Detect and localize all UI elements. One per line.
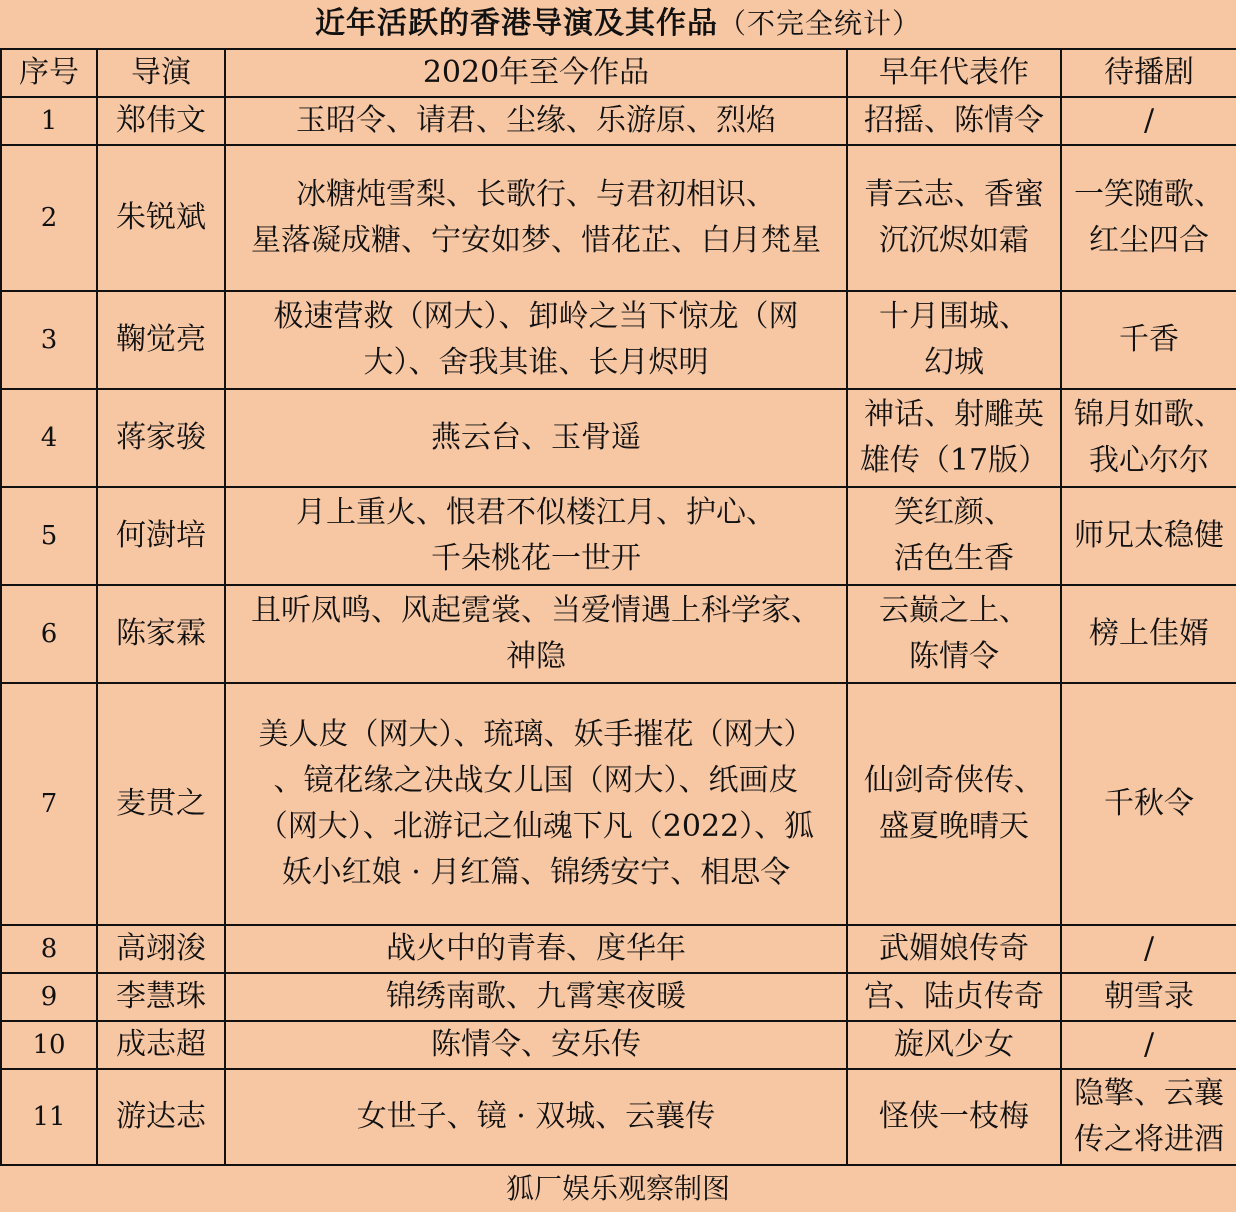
cell-recent-works: 美人皮（网大）、琉璃、妖手摧花（网大） 、镜花缘之决战女儿国（网大）、纸画皮 （网大）、北游记之仙魂下凡（2022）、狐 妖小红娘 · 月红篇、锦绣安宁、相思令: [225, 683, 847, 925]
cell-early-works: 笑红颜、 活色生香: [847, 487, 1061, 585]
table-row: [1, 973, 1236, 1021]
cell-upcoming: /: [1061, 925, 1236, 973]
cell-early-works: 云巅之上、 陈情令: [847, 585, 1061, 683]
cell-no: 9: [1, 973, 97, 1021]
cell-upcoming: 千秋令: [1061, 683, 1236, 925]
cell-director: 高翊浚: [97, 925, 225, 973]
page-title: [0, 0, 1236, 48]
cell-director: 麦贯之: [97, 683, 225, 925]
cell-no: 4: [1, 389, 97, 487]
cell-no: 11: [1, 1069, 97, 1165]
cell-no: 8: [1, 925, 97, 973]
header-early-works: 早年代表作: [847, 49, 1061, 97]
table-row: [1, 925, 1236, 973]
cell-recent-works: 玉昭令、请君、尘缘、乐游原、烈焰: [225, 97, 847, 145]
cell-early-works: 仙剑奇侠传、 盛夏晚晴天: [847, 683, 1061, 925]
header-no: 序号: [1, 49, 97, 97]
title-subtitle: （不完全统计）: [717, 7, 921, 40]
cell-upcoming: 千香: [1061, 291, 1236, 389]
cell-recent-works: 锦绣南歌、九霄寒夜暖: [225, 973, 847, 1021]
cell-upcoming: /: [1061, 97, 1236, 145]
cell-recent-works: 女世子、镜 · 双城、云襄传: [225, 1069, 847, 1165]
table-row: [1, 97, 1236, 145]
cell-recent-works: 战火中的青春、度华年: [225, 925, 847, 973]
cell-director: 何澍培: [97, 487, 225, 585]
header-director: 导演: [97, 49, 225, 97]
cell-upcoming: 师兄太稳健: [1061, 487, 1236, 585]
cell-director: 郑伟文: [97, 97, 225, 145]
table-row: [1, 487, 1236, 585]
cell-upcoming: 一笑随歌、 红尘四合: [1061, 145, 1236, 291]
cell-director: 李慧珠: [97, 973, 225, 1021]
table-row: [1, 1021, 1236, 1069]
cell-no: 5: [1, 487, 97, 585]
cell-early-works: 宫、陆贞传奇: [847, 973, 1061, 1021]
cell-director: 陈家霖: [97, 585, 225, 683]
table-row: [1, 291, 1236, 389]
cell-director: 蒋家骏: [97, 389, 225, 487]
cell-early-works: 武媚娘传奇: [847, 925, 1061, 973]
cell-recent-works: 陈情令、安乐传: [225, 1021, 847, 1069]
footer-credit: 狐厂娱乐观察制图: [505, 1172, 730, 1205]
cell-recent-works: 月上重火、恨君不似楼江月、护心、 千朵桃花一世开: [225, 487, 847, 585]
cell-upcoming: 榜上佳婿: [1061, 585, 1236, 683]
cell-no: 3: [1, 291, 97, 389]
cell-upcoming: /: [1061, 1021, 1236, 1069]
header-upcoming: 待播剧: [1061, 49, 1236, 97]
table-row: [1, 683, 1236, 925]
table-body: [1, 97, 1236, 1165]
cell-no: 10: [1, 1021, 97, 1069]
cell-director: 朱锐斌: [97, 145, 225, 291]
cell-director: 游达志: [97, 1069, 225, 1165]
cell-early-works: 青云志、香蜜 沉沉烬如霜: [847, 145, 1061, 291]
table-row: [1, 145, 1236, 291]
table-row: [1, 585, 1236, 683]
cell-upcoming: 锦月如歌、 我心尔尔: [1061, 389, 1236, 487]
cell-upcoming: 隐擎、云襄 传之将进酒: [1061, 1069, 1236, 1165]
cell-no: 2: [1, 145, 97, 291]
header-row: [1, 49, 1236, 97]
cell-recent-works: 且听凤鸣、风起霓裳、当爱情遇上科学家、 神隐: [225, 585, 847, 683]
cell-recent-works: 极速营救（网大）、卸岭之当下惊龙（网 大）、舍我其谁、长月烬明: [225, 291, 847, 389]
table-row: [1, 389, 1236, 487]
title-text: 近年活跃的香港导演及其作品: [314, 6, 718, 41]
cell-director: 成志超: [97, 1021, 225, 1069]
cell-recent-works: 燕云台、玉骨遥: [225, 389, 847, 487]
cell-early-works: 十月围城、 幻城: [847, 291, 1061, 389]
cell-no: 6: [1, 585, 97, 683]
header-recent-works: 2020年至今作品: [225, 49, 847, 97]
cell-director: 鞠觉亮: [97, 291, 225, 389]
cell-early-works: 旋风少女: [847, 1021, 1061, 1069]
cell-no: 7: [1, 683, 97, 925]
table-row: [1, 1069, 1236, 1165]
cell-early-works: 招摇、陈情令: [847, 97, 1061, 145]
cell-upcoming: 朝雪录: [1061, 973, 1236, 1021]
cell-early-works: 怪侠一枝梅: [847, 1069, 1061, 1165]
cell-early-works: 神话、射雕英 雄传（17版）: [847, 389, 1061, 487]
director-table: [0, 48, 1236, 1166]
cell-no: 1: [1, 97, 97, 145]
cell-recent-works: 冰糖炖雪梨、长歌行、与君初相识、 星落凝成糖、宁安如梦、惜花芷、白月梵星: [225, 145, 847, 291]
